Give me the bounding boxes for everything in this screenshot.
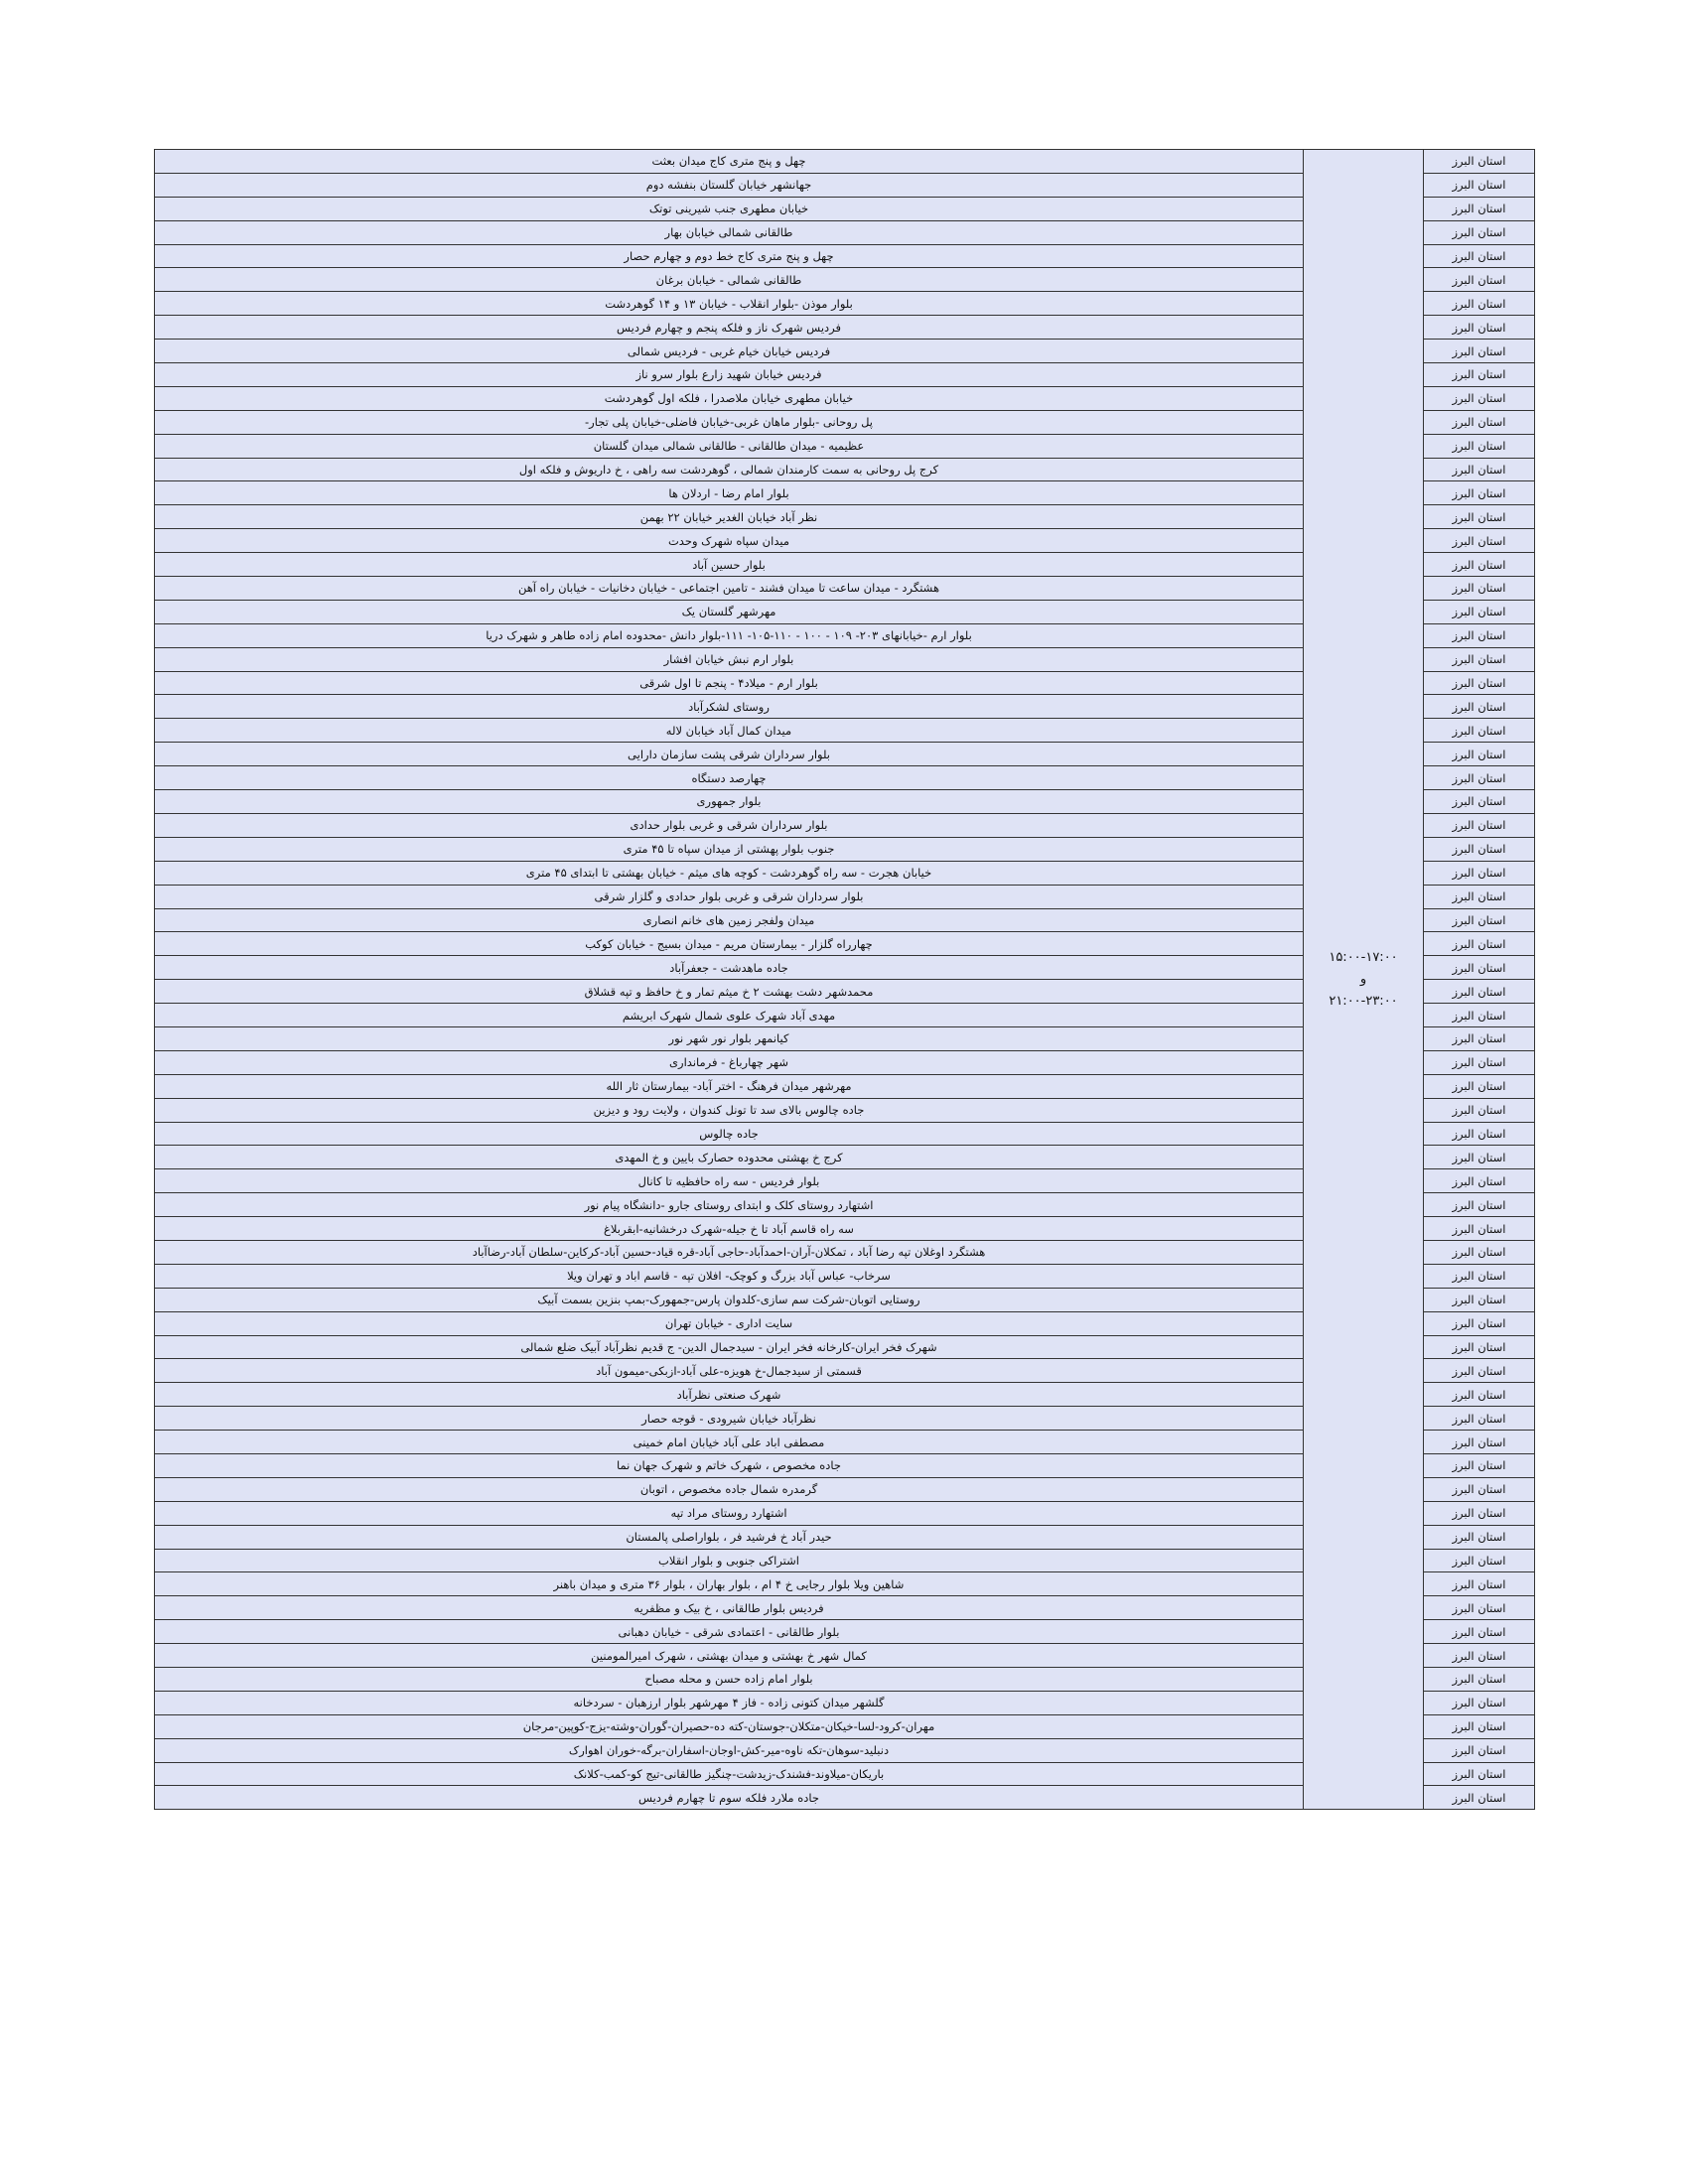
area-cell: جاده چالوس بالای سد تا تونل کندوان ، ولایت رود و دیزین bbox=[155, 1098, 1304, 1122]
province-cell: استان البرز bbox=[1424, 790, 1535, 814]
province-cell: استان البرز bbox=[1424, 980, 1535, 1004]
area-cell: بلوار امام زاده حسن و محله مصباح bbox=[155, 1668, 1304, 1692]
area-cell: جاده ملارد فلکه سوم تا چهارم فردیس bbox=[155, 1786, 1304, 1810]
province-cell: استان البرز bbox=[1424, 1596, 1535, 1620]
province-cell: استان البرز bbox=[1424, 861, 1535, 885]
area-cell: سه راه قاسم آباد تا خ جیله-شهرک درخشانیه-ابقربلاغ bbox=[155, 1217, 1304, 1241]
area-cell: چهارراه گلزار - بیمارستان مریم - میدان بسیج - خیابان کوکب bbox=[155, 932, 1304, 956]
area-cell: فردیس بلوار طالقانی ، خ بیک و مظفریه bbox=[155, 1596, 1304, 1620]
area-cell: بلوار سرداران شرقی پشت سازمان دارایی bbox=[155, 743, 1304, 766]
province-cell: استان البرز bbox=[1424, 1240, 1535, 1264]
area-cell: بلوار طالقانی - اعتمادی شرقی - خیابان دهبانی bbox=[155, 1620, 1304, 1644]
province-cell: استان البرز bbox=[1424, 1668, 1535, 1692]
province-cell: استان البرز bbox=[1424, 1335, 1535, 1359]
area-cell: نظرآباد خیابان شیرودی - قوجه حصار bbox=[155, 1407, 1304, 1431]
area-cell: اشتراکی جنوبی و بلوار انقلاب bbox=[155, 1549, 1304, 1572]
area-cell: حیدر آباد خ فرشید فر ، بلواراصلی پالمستان bbox=[155, 1525, 1304, 1549]
area-cell: فردیس خیابان خیام غربی - فردیس شمالی bbox=[155, 340, 1304, 363]
area-cell: چهل و پنج متری کاج خط دوم و چهارم حصار bbox=[155, 244, 1304, 268]
area-cell: فردیس خیابان شهید زارع بلوار سرو ناز bbox=[155, 363, 1304, 387]
province-cell: استان البرز bbox=[1424, 1217, 1535, 1241]
area-cell: چهل و پنج متری کاج میدان بعثت bbox=[155, 150, 1304, 174]
area-cell: میدان کمال آباد خیابان لاله bbox=[155, 719, 1304, 743]
province-cell: استان البرز bbox=[1424, 623, 1535, 647]
area-cell: بلوار امام رضا - اردلان ها bbox=[155, 481, 1304, 505]
area-cell: بلوار ارم -خیابانهای ۲۰۳- ۱۰۹ - ۱۰۰ - ۱۱۰-۱۰۵- ۱۱۱-بلوار دانش -محدوده امام زاده طاهر و شهرک دریا bbox=[155, 623, 1304, 647]
table-row bbox=[155, 150, 1535, 174]
province-cell: استان البرز bbox=[1424, 1311, 1535, 1335]
province-cell: استان البرز bbox=[1424, 577, 1535, 601]
province-cell: استان البرز bbox=[1424, 1431, 1535, 1454]
province-cell: استان البرز bbox=[1424, 1193, 1535, 1217]
area-cell: کرج خ بهشتی محدوده حصارک بایین و خ المهدی bbox=[155, 1146, 1304, 1169]
province-cell: استان البرز bbox=[1424, 908, 1535, 932]
province-cell: استان البرز bbox=[1424, 1359, 1535, 1383]
area-cell: فردیس شهرک ناز و فلکه پنجم و چهارم فردیس bbox=[155, 316, 1304, 340]
area-cell: خیابان مطهری خیابان ملاصدرا ، فلکه اول گوهردشت bbox=[155, 386, 1304, 410]
area-cell: مهرشهر گلستان یک bbox=[155, 600, 1304, 623]
province-cell: استان البرز bbox=[1424, 340, 1535, 363]
area-cell: میدان ولفجر زمین های خانم انصاری bbox=[155, 908, 1304, 932]
area-cell: شاهین ویلا بلوار رجایی خ ۴ ام ، بلوار بهاران ، بلوار ۳۶ متری و میدان باهنر bbox=[155, 1572, 1304, 1596]
area-cell: سرخاب- عباس آباد بزرگ و کوچک- افلان تپه - قاسم اباد و تهران ویلا bbox=[155, 1264, 1304, 1288]
area-cell: باریکان-میلاوند-فشندک-زیدشت-چنگیز طالقانی-تیج کو-کمب-کلانک bbox=[155, 1762, 1304, 1786]
province-cell: استان البرز bbox=[1424, 719, 1535, 743]
province-cell: استان البرز bbox=[1424, 1620, 1535, 1644]
province-cell: استان البرز bbox=[1424, 1169, 1535, 1193]
area-cell: بلوار ارم نبش خیابان افشار bbox=[155, 647, 1304, 671]
area-cell: شهر چهارباغ - فرمانداری bbox=[155, 1050, 1304, 1074]
province-cell: استان البرز bbox=[1424, 386, 1535, 410]
outage-schedule-table bbox=[154, 149, 1535, 1810]
province-cell: استان البرز bbox=[1424, 553, 1535, 577]
area-cell: اشتهارد روستای مراد تپه bbox=[155, 1501, 1304, 1525]
province-cell: استان البرز bbox=[1424, 481, 1535, 505]
province-cell: استان البرز bbox=[1424, 885, 1535, 908]
time-slot-first: ۱۵:۰۰-۱۷:۰۰ bbox=[1329, 949, 1398, 965]
province-cell: استان البرز bbox=[1424, 1074, 1535, 1098]
province-cell: استان البرز bbox=[1424, 197, 1535, 220]
area-cell: طالقانی شمالی خیابان بهار bbox=[155, 220, 1304, 244]
province-cell: استان البرز bbox=[1424, 766, 1535, 790]
province-cell: استان البرز bbox=[1424, 458, 1535, 481]
province-cell: استان البرز bbox=[1424, 1026, 1535, 1050]
area-cell: روستای لشکرآباد bbox=[155, 695, 1304, 719]
province-cell: استان البرز bbox=[1424, 743, 1535, 766]
province-cell: استان البرز bbox=[1424, 505, 1535, 529]
province-cell: استان البرز bbox=[1424, 1762, 1535, 1786]
province-cell: استان البرز bbox=[1424, 1383, 1535, 1407]
province-cell: استان البرز bbox=[1424, 1122, 1535, 1146]
area-cell: روستایی اتوبان-شرکت سم سازی-کلدوان پارس-جمهورک-بمپ بنزین بسمت آبیک bbox=[155, 1288, 1304, 1311]
area-cell: بلوار سرداران شرقی و غربی بلوار حدادی و گلزار شرقی bbox=[155, 885, 1304, 908]
area-cell: عظیمیه - میدان طالقانی - طالقانی شمالی میدان گلستان bbox=[155, 434, 1304, 458]
area-cell: محمدشهر دشت بهشت ۲ خ میثم تمار و خ حافظ و تپه قشلاق bbox=[155, 980, 1304, 1004]
province-cell: استان البرز bbox=[1424, 410, 1535, 434]
province-cell: استان البرز bbox=[1424, 220, 1535, 244]
province-cell: استان البرز bbox=[1424, 1572, 1535, 1596]
province-cell: استان البرز bbox=[1424, 1050, 1535, 1074]
area-cell: سایت اداری - خیابان تهران bbox=[155, 1311, 1304, 1335]
province-cell: استان البرز bbox=[1424, 173, 1535, 197]
province-cell: استان البرز bbox=[1424, 244, 1535, 268]
province-cell: استان البرز bbox=[1424, 1738, 1535, 1762]
province-cell: استان البرز bbox=[1424, 434, 1535, 458]
province-cell: استان البرز bbox=[1424, 150, 1535, 174]
area-cell: گرمدره شمال جاده مخصوص ، اتوبان bbox=[155, 1477, 1304, 1501]
area-cell: جاده مخصوص ، شهرک خاتم و شهرک جهان نما bbox=[155, 1453, 1304, 1477]
time-slot-second: ۲۱:۰۰-۲۳:۰۰ bbox=[1329, 993, 1398, 1009]
province-cell: استان البرز bbox=[1424, 1098, 1535, 1122]
province-cell: استان البرز bbox=[1424, 1477, 1535, 1501]
area-cell: جهانشهر خیابان گلستان بنفشه دوم bbox=[155, 173, 1304, 197]
province-cell: استان البرز bbox=[1424, 1644, 1535, 1668]
area-cell: گلشهر میدان کتونی زاده - فاز ۴ مهرشهر بلوار ارزهبان - سردخانه bbox=[155, 1691, 1304, 1714]
province-cell: استان البرز bbox=[1424, 932, 1535, 956]
province-cell: استان البرز bbox=[1424, 1525, 1535, 1549]
area-cell: میدان سپاه شهرک وحدت bbox=[155, 529, 1304, 553]
province-cell: استان البرز bbox=[1424, 647, 1535, 671]
province-cell: استان البرز bbox=[1424, 695, 1535, 719]
area-cell: طالقانی شمالی - خیابان برغان bbox=[155, 268, 1304, 292]
area-cell: خیابان هجرت - سه راه گوهردشت - کوچه های میثم - خیابان بهشتی تا ابتدای ۴۵ متری bbox=[155, 861, 1304, 885]
province-cell: استان البرز bbox=[1424, 1288, 1535, 1311]
area-cell: جاده چالوس bbox=[155, 1122, 1304, 1146]
time-slot-and: و bbox=[1359, 971, 1367, 987]
area-cell: خیابان مطهری جنب شیرینی توتک bbox=[155, 197, 1304, 220]
area-cell: مصطفی اباد علی آباد خیابان امام خمینی bbox=[155, 1431, 1304, 1454]
area-cell: کمال شهر خ بهشتی و میدان بهشتی ، شهرک امیرالمومنین bbox=[155, 1644, 1304, 1668]
area-cell: جنوب بلوار پهشتی از میدان سپاه تا ۴۵ متری bbox=[155, 837, 1304, 861]
province-cell: استان البرز bbox=[1424, 316, 1535, 340]
area-cell: مهران-کرود-لسا-خیکان-متکلان-جوستان-کته ده-حصیران-گوران-وشته-یزج-کوپین-مرجان bbox=[155, 1714, 1304, 1738]
area-cell: مهدی آباد شهرک علوی شمال شهرک ابریشم bbox=[155, 1004, 1304, 1027]
province-cell: استان البرز bbox=[1424, 292, 1535, 316]
time-slot-cell bbox=[1304, 150, 1424, 1810]
province-cell: استان البرز bbox=[1424, 1407, 1535, 1431]
area-cell: کرج پل روحانی به سمت کارمندان شمالی ، گوهردشت سه راهی ، خ داریوش و فلکه اول bbox=[155, 458, 1304, 481]
area-cell: جاده ماهدشت - جعفرآباد bbox=[155, 956, 1304, 980]
province-cell: استان البرز bbox=[1424, 600, 1535, 623]
area-cell: بلوار حسین آباد bbox=[155, 553, 1304, 577]
area-cell: کیانمهر بلوار نور شهر نور bbox=[155, 1026, 1304, 1050]
area-cell: اشتهارد روستای کلک و ابتدای روستای جارو -دانشگاه پیام نور bbox=[155, 1193, 1304, 1217]
area-cell: پل روحانی -بلوار ماهان غربی-خیابان فاضلی-خیابان پلی تجار- bbox=[155, 410, 1304, 434]
table-body bbox=[155, 150, 1535, 1810]
area-cell: بلوار جمهوری bbox=[155, 790, 1304, 814]
province-cell: استان البرز bbox=[1424, 1501, 1535, 1525]
province-cell: استان البرز bbox=[1424, 1146, 1535, 1169]
province-cell: استان البرز bbox=[1424, 671, 1535, 695]
area-cell: بلوار ارم - میلاد۴ - پنجم تا اول شرقی bbox=[155, 671, 1304, 695]
province-cell: استان البرز bbox=[1424, 1691, 1535, 1714]
area-cell: مهرشهر میدان فرهنگ - اختر آباد- بیمارستان ثار الله bbox=[155, 1074, 1304, 1098]
province-cell: استان البرز bbox=[1424, 268, 1535, 292]
province-cell: استان البرز bbox=[1424, 529, 1535, 553]
area-cell: نظر آباد خیابان الغدیر خیابان ۲۲ بهمن bbox=[155, 505, 1304, 529]
province-cell: استان البرز bbox=[1424, 813, 1535, 837]
province-cell: استان البرز bbox=[1424, 363, 1535, 387]
area-cell: شهرک فخر ایران-کارخانه فخر ایران - سیدجمال الدین- ج قدیم نظرآباد آبیک ضلع شمالی bbox=[155, 1335, 1304, 1359]
province-cell: استان البرز bbox=[1424, 837, 1535, 861]
area-cell: بلوار فردیس - سه راه حافظیه تا کانال bbox=[155, 1169, 1304, 1193]
province-cell: استان البرز bbox=[1424, 1453, 1535, 1477]
area-cell: بلوار سرداران شرقی و غربی بلوار حدادی bbox=[155, 813, 1304, 837]
area-cell: هشتگرد - میدان ساعت تا میدان فشند - تامین اجتماعی - خیابان دخانیات - خیابان راه آهن bbox=[155, 577, 1304, 601]
area-cell: هشتگرد اوغلان تپه رضا آباد ، تمکلان-آران-احمدآباد-حاجی آباد-قره قیاد-حسین آباد-کرکاین-سلطان آباد-رضاآباد bbox=[155, 1240, 1304, 1264]
province-cell: استان البرز bbox=[1424, 1549, 1535, 1572]
province-cell: استان البرز bbox=[1424, 1714, 1535, 1738]
province-cell: استان البرز bbox=[1424, 1004, 1535, 1027]
province-cell: استان البرز bbox=[1424, 1786, 1535, 1810]
area-cell: چهارصد دستگاه bbox=[155, 766, 1304, 790]
area-cell: قسمتی از سیدجمال-خ هویزه-علی آباد-ازبکی-میمون آباد bbox=[155, 1359, 1304, 1383]
area-cell: دنبلید-سوهان-تکه ناوه-میر-کش-اوجان-اسفاران-برگه-خوران اهوارک bbox=[155, 1738, 1304, 1762]
area-cell: بلوار موذن -بلوار انقلاب - خیابان ۱۳ و ۱۴ گوهردشت bbox=[155, 292, 1304, 316]
area-cell: شهرک صنعتی نظرآباد bbox=[155, 1383, 1304, 1407]
province-cell: استان البرز bbox=[1424, 956, 1535, 980]
province-cell: استان البرز bbox=[1424, 1264, 1535, 1288]
